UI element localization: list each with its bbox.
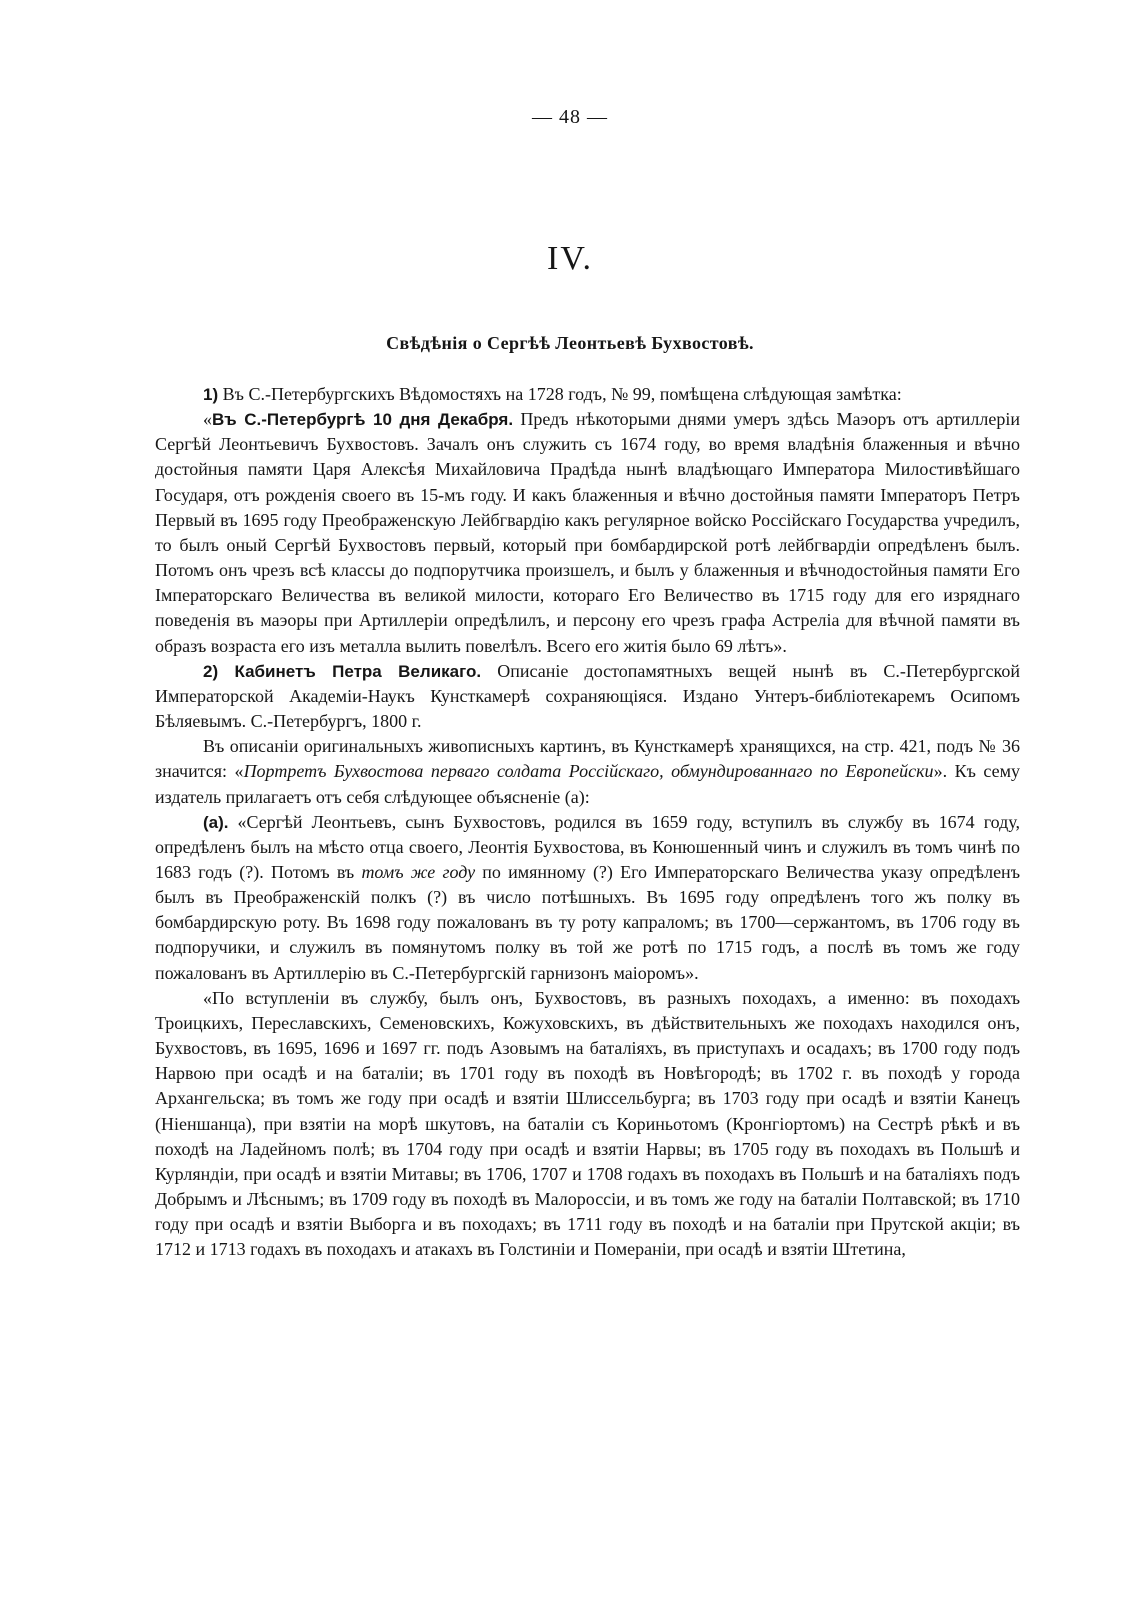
- paragraph-6: [155, 986, 1020, 1263]
- paragraph-5-text-end: по имянному (?) Его Императорскаго Величества указу опредѣленъ былъ въ Преображенскій полкъ (?) въ число потѣшныхъ. Въ 1695 году опредѣленъ того жъ полку въ бомбардирскую роту. Въ 1698 году пожалованъ въ ту роту капраломъ; въ 1700—сержантомъ, въ 1706 году въ подпоручики, и служилъ въ помянутомъ полку въ той же ротѣ по 1715 годъ, а послѣ въ томъ же году пожалованъ въ Артиллерію въ С.-Петербургскій гарнизонъ маіоромъ».: [155, 861, 1020, 983]
- body-text: [155, 382, 1020, 1262]
- paragraph-1-number: 1): [203, 385, 219, 404]
- paragraph-5-label: (а).: [203, 812, 229, 832]
- paragraph-4-text-end: ». Къ сему издатель прилагаетъ отъ себя слѣдующее объясненіе (а):: [155, 761, 1020, 807]
- paragraph-4-italic: Портретъ Бухвостова перваго солдата Россійскаго, обмундированнаго по Европейски: [243, 761, 934, 782]
- page-number: — 48 —: [532, 106, 608, 128]
- section-title: Свѣдѣнія о Сергѣѣ Леонтьевѣ Бухвостовѣ.: [386, 333, 754, 353]
- paragraph-5-text: «Сергѣй Леонтьевъ, сынъ Бухвостовъ, родился въ 1659 году, вступилъ въ службу въ 1674 году, опредѣленъ былъ на мѣсто отца своего, Леонтія Бухвостова, въ Конюшенный чинъ и служилъ въ томъ чинѣ по 1683 годъ (?). Потомъ въ: [155, 811, 1020, 882]
- chapter-numeral: IV.: [547, 240, 593, 277]
- paragraph-2: [155, 407, 1020, 659]
- paragraph-1-text: Въ С.-Петербургскихъ Вѣдомостяхъ на 1728 годъ, № 99, помѣщена слѣдующая замѣтка:: [218, 384, 902, 404]
- paragraph-3-heading: 2) Кабинетъ Петра Великаго.: [203, 661, 482, 681]
- paragraph-5: [155, 810, 1020, 986]
- quote-open: «: [203, 409, 212, 430]
- paragraph-4-text: Въ описаніи оригинальныхъ живописныхъ картинъ, въ Кунсткамерѣ хранящихся, на стр. 421, подъ № 36 значится: «: [155, 736, 1020, 782]
- paragraph-5-italic: томъ же году: [361, 861, 476, 882]
- paragraph-1: [155, 382, 1020, 407]
- paragraph-3: [155, 659, 1020, 734]
- paragraph-6-text: «По вступленіи въ службу, былъ онъ, Бухвостовъ, въ разныхъ походахъ, а именно: въ походахъ Троицкихъ, Переславскихъ, Семеновскихъ, Кожуховскихъ, въ дѣйствительныхъ же походахъ находился онъ, Бухвостовъ, въ 1695, 1696 и 1697 гг. подъ Азовымъ на баталіяхъ, въ приступахъ и осадахъ; въ 1700 году подъ Нарвою при осадѣ и на баталіи; въ 1701 году въ походѣ въ Новѣгородѣ; въ 1702 г. въ походѣ у города Архангельска; въ томъ же году при осадѣ и взятіи Шлиссельбурга; въ 1703 году при осадѣ и взятіи Канецъ (Ніеншанца), при взятіи на морѣ шкутовъ, на баталіи съ Кориньотомъ (Кронгіортомъ) на Сестрѣ рѣкѣ и въ походѣ на Ладейномъ полѣ; въ 1704 году при осадѣ и взятіи Нарвы; въ 1705 году въ походахъ въ Польшѣ и Курляндіи, при осадѣ и взятіи Митавы; въ 1706, 1707 и 1708 годахъ въ походахъ въ Польшѣ и на баталіяхъ подъ Добрымъ и Лѣснымъ; въ 1709 году въ походѣ въ Малороссіи, и въ томъ же году на баталіи Полтавской; въ 1710 году при осадѣ и взятіи Выборга и въ походахъ; въ 1711 году въ походѣ и на баталіи при Прутской акціи; въ 1712 и 1713 годахъ въ походахъ и атакахъ въ Голстиніи и Померанiи, при осадѣ и взятіи Штетина,: [155, 987, 1020, 1260]
- paragraph-4: [155, 734, 1020, 809]
- paragraph-2-heading: Въ С.-Петербургѣ 10 дня Декабря.: [212, 410, 514, 430]
- paragraph-2-text: Предъ нѣкоторыми днями умеръ здѣсь Маэоръ отъ артиллеріи Сергѣй Леонтьевичъ Бухвостовъ. Зачалъ онъ служить съ 1674 году, во время владѣнія блаженныя и вѣчно достойныя памяти Царя Алексѣя Михайловича Прадѣда нынѣ владѣющаго Императора Милостивѣйшаго Государя, отъ рожденія своего въ 15-мъ году. И какъ блаженныя и вѣчно достойныя памяти Імператоръ Петръ Первый въ 1695 году Преображенскую Лейбгвардію какъ регулярное войско Россійскаго Государства учредилъ, то былъ оный Сергѣй Бухвостовъ первый, который при бомбардирской ротѣ лейбгвардіи опредѣленъ былъ. Потомъ онъ чрезъ всѣ классы до подпорутчика произшелъ, и былъ у блаженныя и вѣчнодостойныя памяти Его Імператорскаго Величества въ великой милости, котораго Его Величество въ 1715 году для его изряднаго поведенія въ маэоры при Артиллеріи опредѣлилъ, и персону его чрезъ графа Астреліа для вѣчной памяти въ образъ возраста его изъ металла вылить повелѣлъ. Всего его житія было 69 лѣтъ».: [155, 409, 1020, 656]
- paragraph-3-text: Описаніе достопамятныхъ вещей нынѣ въ С.-Петербургской Императорской Академіи-Наукъ Кунсткамерѣ сохраняющіяся. Издано Унтеръ-библіотекаремъ Осипомъ Бѣляевымъ. С.-Петербургъ, 1800 г.: [155, 660, 1021, 732]
